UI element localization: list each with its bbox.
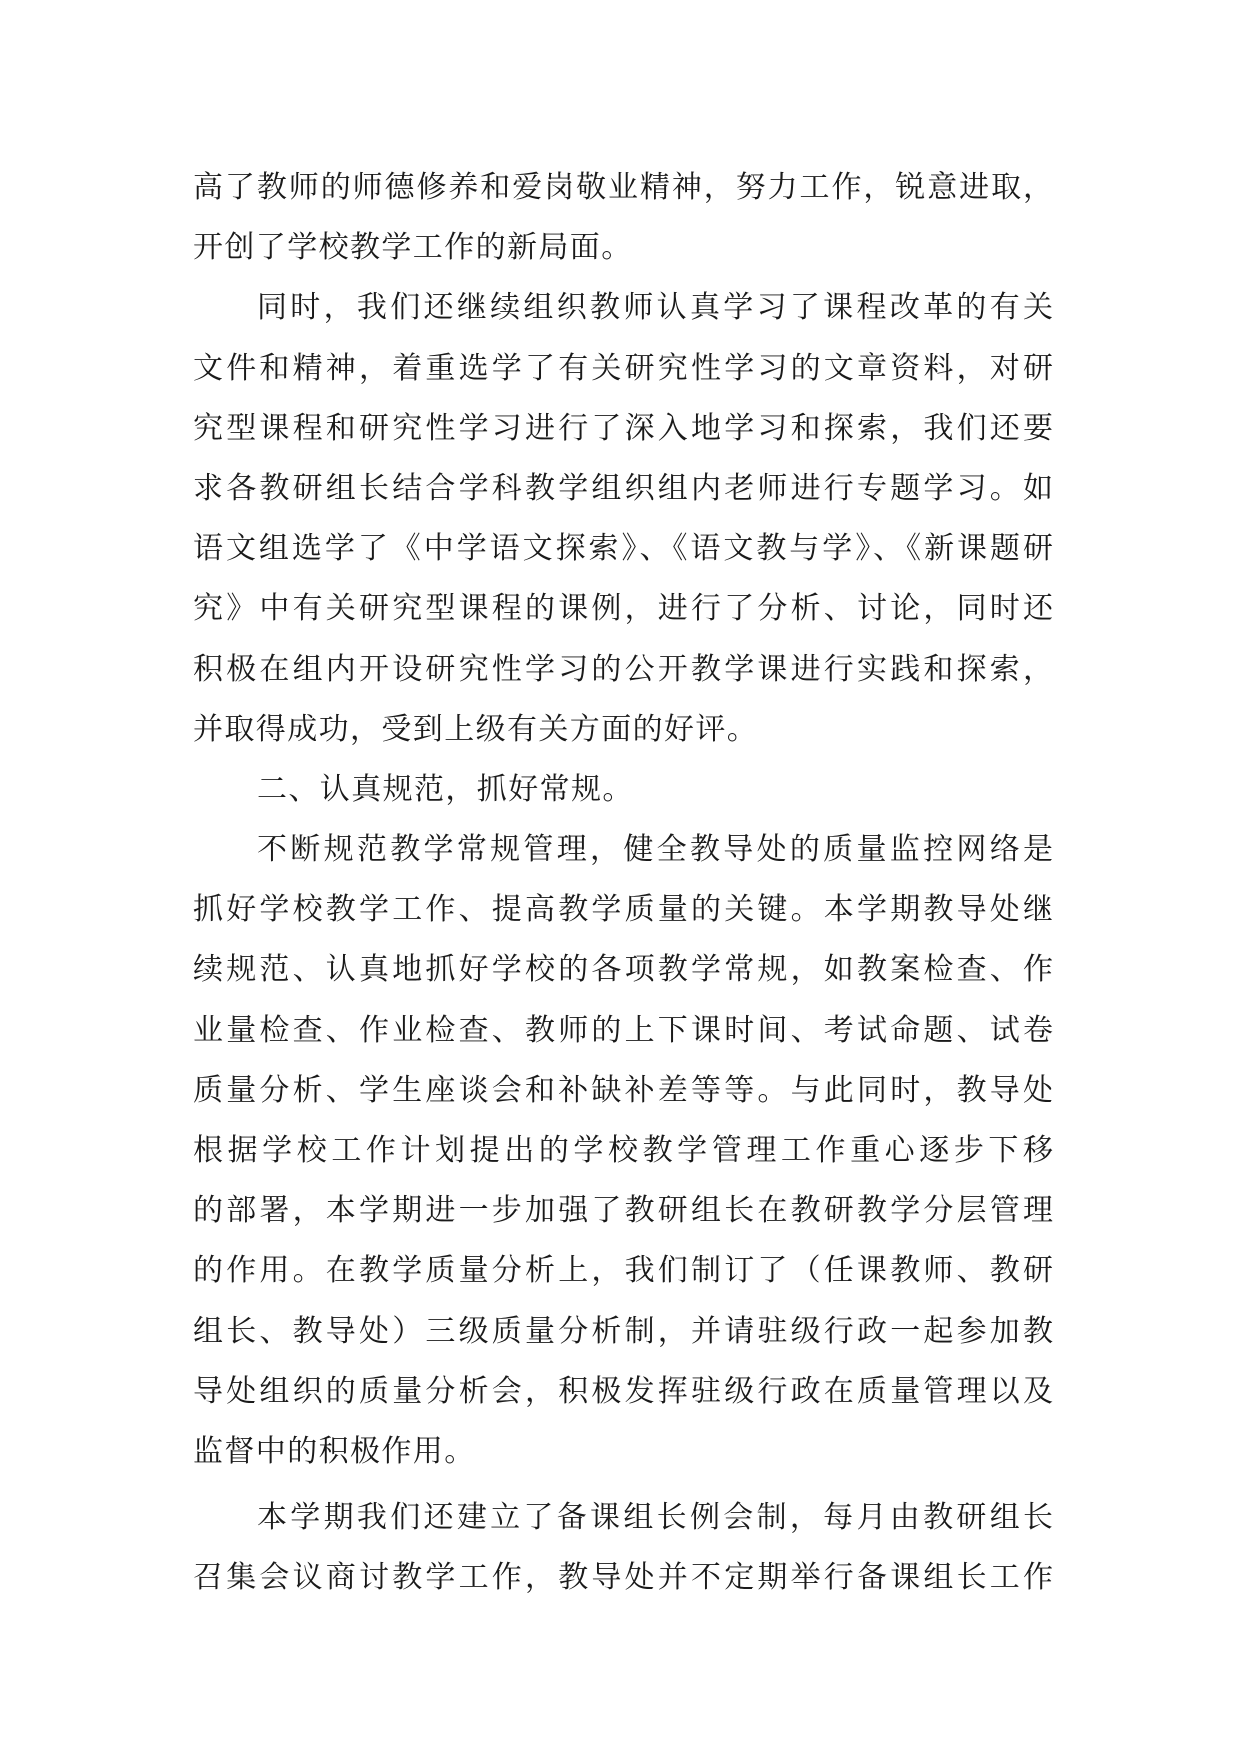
text-line: 开创了学校教学工作的新局面。 bbox=[193, 230, 633, 266]
text-line: 质量分析、学生座谈会和补缺补差等等。与此同时，教导处 bbox=[193, 1072, 1053, 1108]
text-line: 的部署，本学期进一步加强了教研组长在教研教学分层管理 bbox=[193, 1193, 1053, 1229]
text-line: 召集会议商讨教学工作，教导处并不定期举行备课组长工作 bbox=[193, 1560, 1053, 1596]
paragraph bbox=[193, 158, 1053, 278]
text-line: 业量检查、作业检查、教师的上下课时间、考试命题、试卷 bbox=[193, 1012, 1053, 1048]
text-line: 究》中有关研究型课程的课例，进行了分析、讨论，同时还 bbox=[193, 591, 1053, 627]
text-line: 同时，我们还继续组织教师认真学习了课程改革的有关 bbox=[257, 290, 1053, 326]
text-line: 续规范、认真地抓好学校的各项教学常规，如教案检查、作 bbox=[193, 952, 1053, 988]
text-line: 语文组选学了《中学语文探索》、《语文教与学》、《新课题研 bbox=[193, 531, 1053, 567]
paragraph bbox=[193, 1488, 1053, 1608]
text-line: 求各教研组长结合学科教学组织组内老师进行专题学习。如 bbox=[193, 470, 1053, 506]
paragraph bbox=[193, 820, 1053, 1482]
text-line: 高了教师的师德修养和爱岗敬业精神，努力工作，锐意进取， bbox=[193, 170, 1053, 205]
text-line: 本学期我们还建立了备课组长例会制，每月由教研组长 bbox=[257, 1500, 1053, 1536]
text-line: 文件和精神，着重选学了有关研究性学习的文章资料，对研 bbox=[193, 350, 1053, 386]
text-line: 的作用。在教学质量分析上，我们制订了（任课教师、教研 bbox=[193, 1253, 1053, 1289]
paragraph bbox=[193, 278, 1053, 760]
text-line: 不断规范教学常规管理，健全教导处的质量监控网络是 bbox=[257, 832, 1053, 868]
text-line: 并取得成功，受到上级有关方面的好评。 bbox=[193, 711, 759, 747]
text-line: 导处组织的质量分析会，积极发挥驻级行政在质量管理以及 bbox=[193, 1373, 1053, 1409]
body-text bbox=[193, 158, 1053, 1609]
text-line: 究型课程和研究性学习进行了深入地学习和探索，我们还要 bbox=[193, 410, 1053, 446]
section-heading bbox=[193, 760, 1053, 820]
text-line: 监督中的积极作用。 bbox=[193, 1433, 476, 1469]
text-line: 积极在组内开设研究性学习的公开教学课进行实践和探索， bbox=[193, 651, 1053, 687]
text-line: 组长、教导处）三级质量分析制，并请驻级行政一起参加教 bbox=[193, 1313, 1053, 1349]
text-line: 抓好学校教学工作、提高教学质量的关键。本学期教导处继 bbox=[193, 892, 1053, 928]
text-line: 二、认真规范，抓好常规。 bbox=[257, 771, 634, 807]
text-line: 根据学校工作计划提出的学校教学管理工作重心逐步下移 bbox=[193, 1133, 1053, 1168]
